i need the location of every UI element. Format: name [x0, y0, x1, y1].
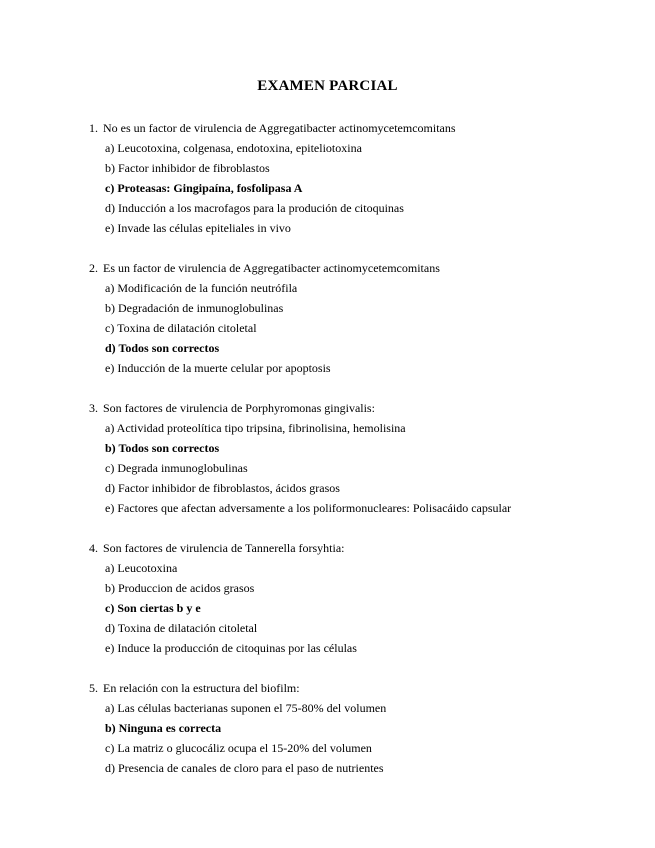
question-text: Es un factor de virulencia de Aggregatibacter actinomycetemcomitans — [103, 261, 440, 275]
answer-option-a: a) Actividad proteolítica tipo tripsina, fibrinolisina, hemolisina — [105, 421, 406, 435]
answer-option-a: a) Las células bacterianas suponen el 75-80% del volumen — [105, 701, 387, 715]
answer-option-c-correct: c) Son ciertas b y e — [105, 601, 201, 615]
answer-option-d-correct: d) Todos son correctos — [105, 341, 220, 355]
answer-option-c: c) Degrada inmunoglobulinas — [105, 461, 248, 475]
question-stem — [89, 678, 629, 698]
answer-option-e: e) Induce la producción de citoquinas por las células — [105, 641, 357, 655]
answer-option-b: b) Factor inhibidor de fibroblastos — [105, 161, 270, 175]
question-number: 3. — [89, 401, 98, 415]
answer-option-a: a) Leucotoxina — [105, 561, 178, 575]
answer-option-e: e) Inducción de la muerte celular por apoptosis — [105, 361, 331, 375]
question-number: 2. — [89, 261, 98, 275]
answer-option-c-correct: c) Proteasas: Gingipaína, fosfolipasa A — [105, 181, 303, 195]
question-3 — [89, 398, 629, 518]
question-number: 5. — [89, 681, 98, 695]
question-stem — [89, 398, 629, 418]
question-text: Son factores de virulencia de Tannerella forsyhtia: — [103, 541, 345, 555]
question-stem — [89, 118, 629, 138]
question-text: En relación con la estructura del biofilm: — [103, 681, 300, 695]
question-stem — [89, 258, 629, 278]
question-1 — [89, 118, 629, 238]
answer-option-b-correct: b) Ninguna es correcta — [105, 721, 222, 735]
answer-option-d: d) Factor inhibidor de fibroblastos, ácidos grasos — [105, 481, 340, 495]
answer-option-b: b) Degradación de inmunoglobulinas — [105, 301, 284, 315]
answer-option-b-correct: b) Todos son correctos — [105, 441, 220, 455]
answer-option-d: d) Presencia de canales de cloro para el paso de nutrientes — [105, 761, 384, 775]
question-text: Son factores de virulencia de Porphyromonas gingivalis: — [103, 401, 375, 415]
question-2 — [89, 258, 629, 378]
question-number: 1. — [89, 121, 98, 135]
answer-option-d: d) Inducción a los macrofagos para la produción de citoquinas — [105, 201, 404, 215]
question-stem — [89, 538, 629, 558]
answer-option-c: c) La matriz o glucocáliz ocupa el 15-20% del volumen — [105, 741, 372, 755]
answer-option-b: b) Produccion de acidos grasos — [105, 581, 255, 595]
question-list — [89, 118, 629, 798]
question-5 — [89, 678, 629, 778]
answer-option-d: d) Toxina de dilatación citoletal — [105, 621, 258, 635]
answer-option-e: e) Factores que afectan adversamente a los poliformonucleares: Polisacáido capsular — [105, 501, 512, 515]
question-4 — [89, 538, 629, 658]
answer-option-e: e) Invade las células epiteliales in vivo — [105, 221, 291, 235]
page-title: EXAMEN PARCIAL — [257, 78, 398, 94]
answer-option-c: c) Toxina de dilatación citoletal — [105, 321, 257, 335]
answer-option-a: a) Leucotoxina, colgenasa, endotoxina, epiteliotoxina — [105, 141, 362, 155]
answer-option-a: a) Modificación de la función neutrófila — [105, 281, 298, 295]
question-text: No es un factor de virulencia de Aggregatibacter actinomycetemcomitans — [103, 121, 456, 135]
question-number: 4. — [89, 541, 98, 555]
